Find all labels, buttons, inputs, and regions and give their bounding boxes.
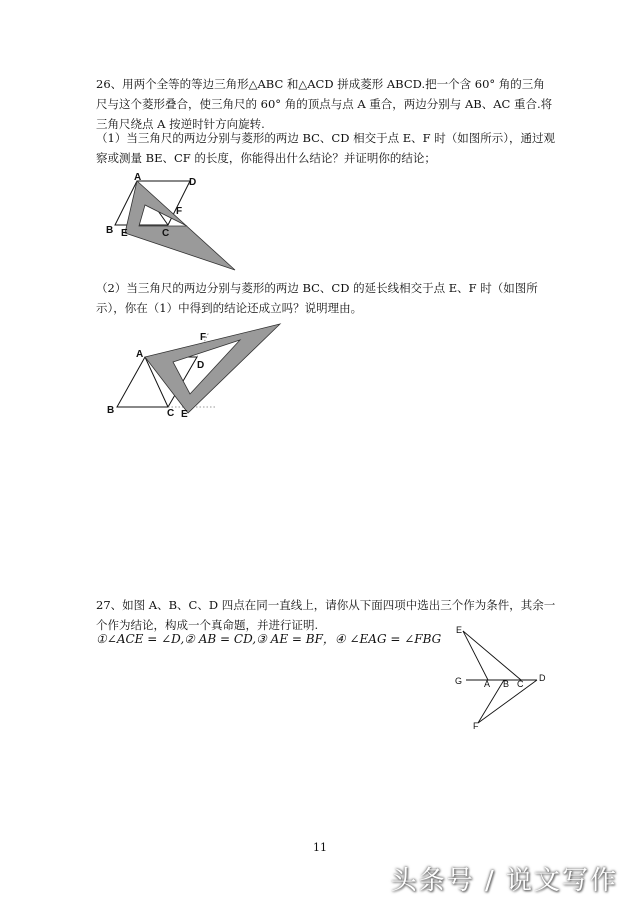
figure-2-label-a: A — [136, 349, 144, 360]
figure-1-label-d: D — [189, 177, 197, 188]
figure-1-label-c: C — [162, 228, 170, 239]
figure-1-label-e: E — [121, 228, 128, 239]
figure-2-label-d: D — [197, 360, 205, 371]
problem-26-part-1: （1）当三角尺的两边分别与菱形的两边 BC、CD 相交于点 E、F 时（如图所示），通过观察或测量 BE、CF 的长度，你能得出什么结论？并证明你的结论； — [96, 131, 556, 165]
figure-2-label-c: C — [167, 408, 175, 419]
figure-3-label-a: A — [484, 679, 491, 689]
figure-1-label-b: B — [106, 225, 114, 236]
figure-3-label-f: F — [473, 721, 479, 731]
problem-26-intro: 26、用两个全等的等边三角形△ABC 和△ACD 拼成菱形 ABCD.把一个含 60° 角的三角尺与这个菱形叠合，使三角尺的 60° 角的顶点与点 A 重合，两边分别与 AB、AC 重合.将三角尺绕点 A 按逆时针方向旋转. — [96, 77, 553, 131]
figure-3-label-d: D — [539, 673, 546, 683]
figure-2-label-b: B — [107, 405, 115, 416]
figure-2-label-f: F — [200, 332, 207, 343]
figure-3-label-g: G — [455, 676, 463, 686]
problem-27-intro: 27、如图 A、B、C、D 四点在同一直线上，请你从下面四项中选出三个作为条件，其余一个作为结论，构成一个真命题，并进行证明. — [96, 598, 556, 632]
problem-26-part-2: （2）当三角尺的两边分别与菱形的两边 BC、CD 的延长线相交于点 E、F 时（如图所示），你在（1）中得到的结论还成立吗？说明理由。 — [96, 281, 538, 315]
figure-2-label-e: E — [181, 409, 188, 420]
figure-3-label-c: C — [517, 679, 524, 689]
figure-1-label-f: F — [176, 206, 183, 217]
watermark: 头条号 / 说文写作 — [390, 866, 618, 896]
problem-27-conditions: ①∠ACE = ∠D,② AB = CD,③ AE = BF，④ ∠EAG = ∠FBG — [96, 632, 442, 646]
figure-3-label-b: B — [503, 679, 510, 689]
figure-1-label-a: A — [134, 172, 142, 183]
figure-3-label-e: E — [456, 625, 463, 635]
page-number: 11 — [313, 841, 327, 854]
